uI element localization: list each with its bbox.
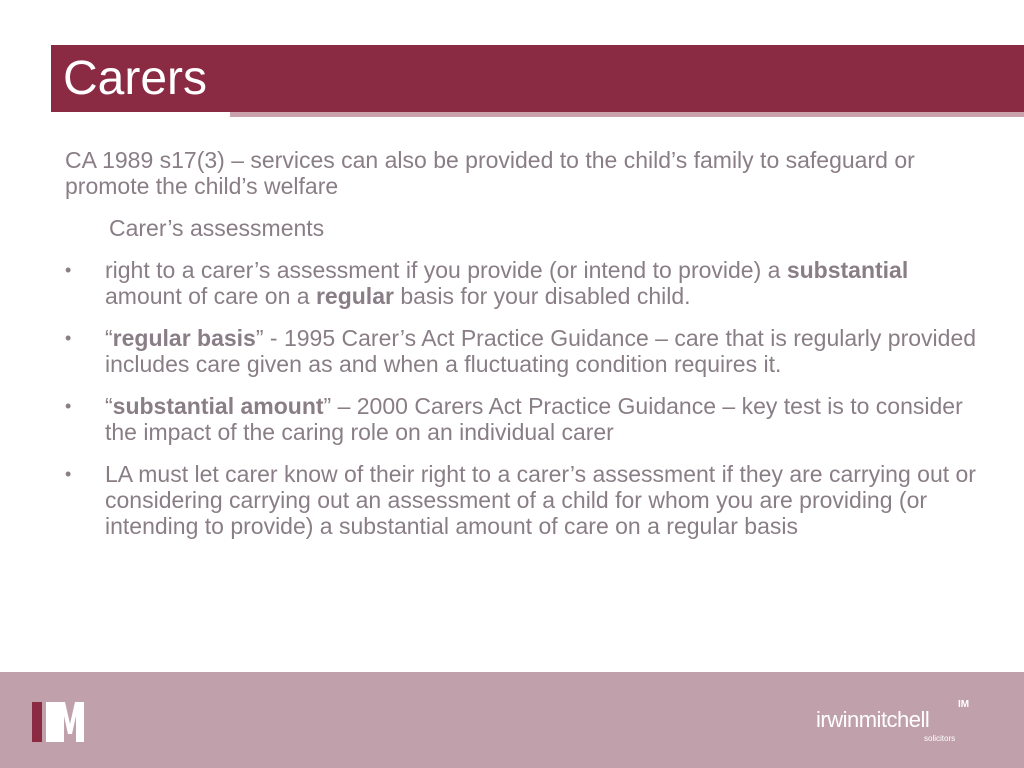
title-underline: [230, 112, 1024, 117]
bullet-text-segment: ” - 1995 Carer’s Act Practice Guidance – care that is regularly provided includes care given as and when a fluctuating condition requires it.: [105, 325, 977, 377]
brand-subtitle: solicitors: [924, 734, 956, 743]
brand-logo: [816, 698, 986, 748]
bullet-text: [105, 393, 963, 445]
bullet-text-segment: “: [105, 393, 113, 419]
bullet-text-segment: LA must let carer know of their right to a carer’s assessment if they are carrying out or considering carrying out an assessment of a child for whom you are providing (or intending to provide) a substantial amount of care on a regular basis: [105, 461, 976, 539]
bullet-marker: •: [65, 260, 72, 280]
bullet-marker: •: [65, 464, 72, 484]
footer: [0, 672, 1024, 768]
bullet-item: [65, 257, 985, 309]
slide-content: [65, 147, 985, 555]
im-logo-icon: [32, 702, 94, 742]
bullet-item: [65, 325, 985, 377]
intro-paragraph: CA 1989 s17(3) – services can also be provided to the child’s family to safeguard or promote the child’s welfare: [65, 147, 915, 199]
bullet-item: [65, 393, 985, 445]
bullet-text-emphasis: substantial amount: [112, 393, 324, 419]
bullet-marker: •: [65, 328, 72, 348]
brand-mark-icon: IM: [958, 699, 970, 710]
brand-name: irwinmitchell: [816, 707, 930, 732]
subheading: Carer’s assessments: [109, 215, 325, 241]
bullet-text-segment: amount of care on a: [105, 283, 316, 309]
bullet-marker: •: [65, 396, 72, 416]
bullet-list: [65, 257, 985, 539]
bullet-text: [105, 461, 976, 539]
slide-title: Carers: [63, 52, 208, 105]
bullet-text-segment: basis for your disabled child.: [393, 283, 691, 309]
bullet-text-segment: ” – 2000 Carers Act Practice Guidance – key test is to consider the impact of the caring role on an individual carer: [105, 393, 963, 445]
bullet-text: [105, 257, 908, 309]
bullet-text-emphasis: regular: [315, 283, 394, 309]
bullet-text-emphasis: regular basis: [112, 325, 256, 351]
bullet-text: [105, 325, 976, 377]
bullet-item: [65, 461, 985, 539]
bullet-text-segment: “: [105, 325, 113, 351]
bullet-text-segment: right to a carer’s assessment if you provide (or intend to provide) a: [105, 257, 787, 283]
title-bar: [51, 45, 1024, 112]
bullet-text-emphasis: substantial: [786, 257, 909, 283]
